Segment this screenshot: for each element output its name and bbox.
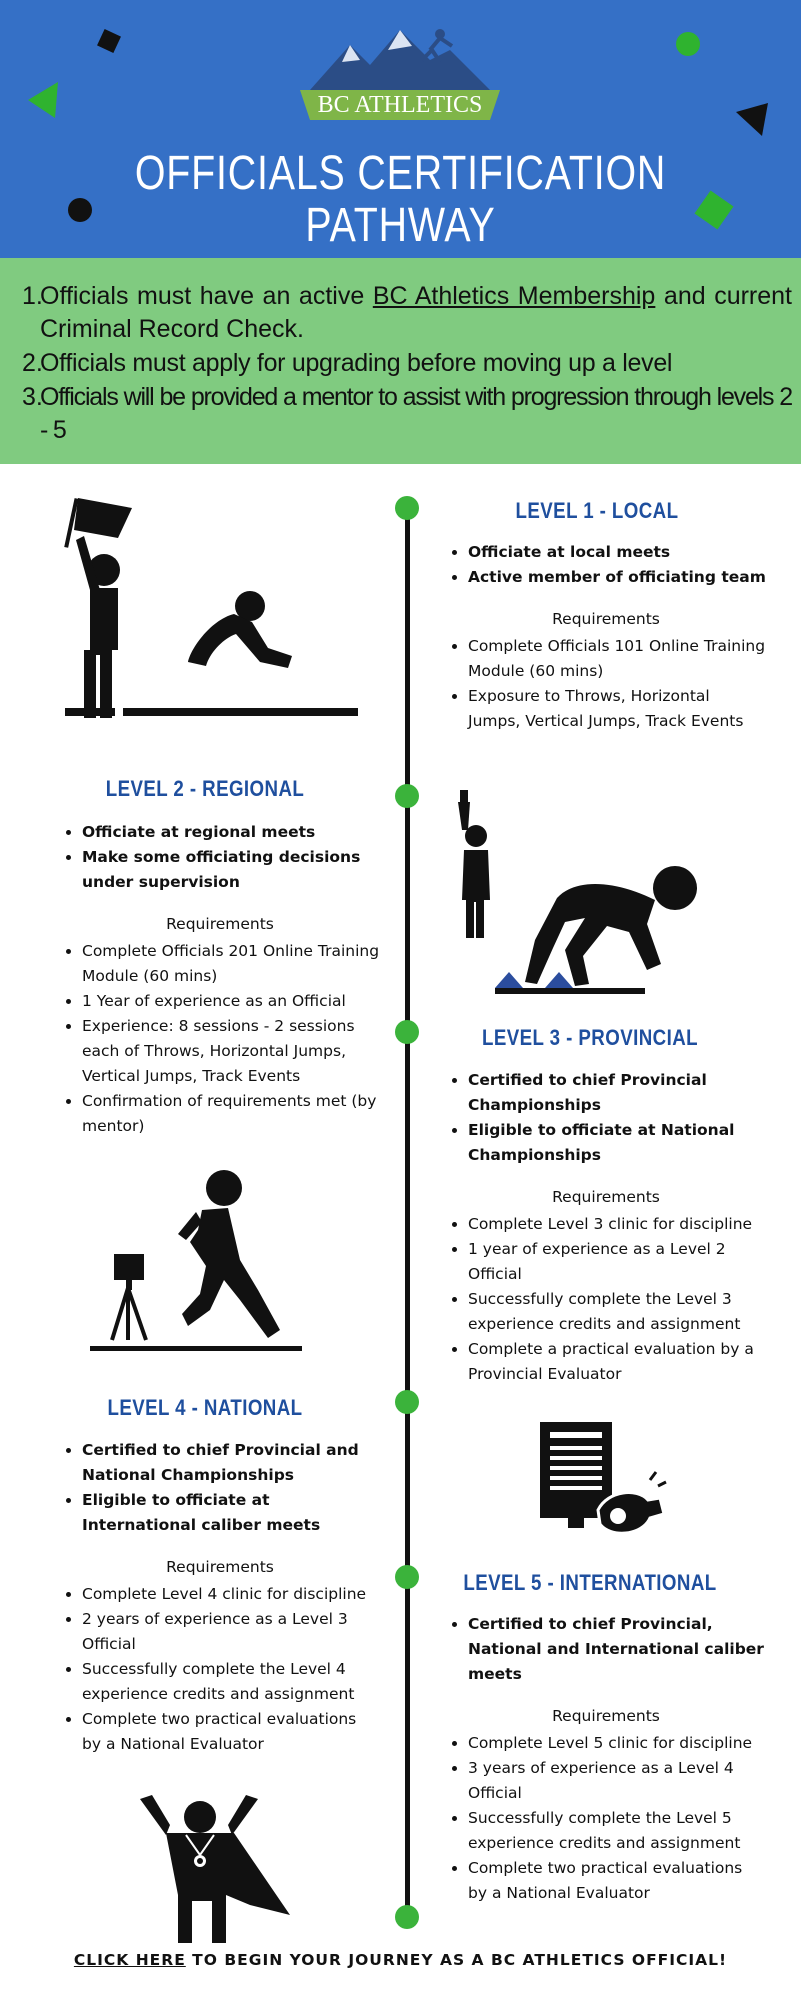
requirement-item: • Confirmation of requirements met (by mentor) [82,1089,380,1139]
level-2-details [60,820,380,1139]
requirements-heading: Requirements [552,610,660,628]
logo-text: BC ATHLETICS [317,92,483,118]
timeline-line [405,508,410,1918]
footer-text: TO BEGIN YOUR JOURNEY AS A BC ATHLETICS OFFICIAL! [185,1951,728,1969]
requirement-item: • Experience: 8 sessions - 2 sessions each of Throws, Horizontal Jumps, Vertical Jumps, Track Events [82,1014,380,1089]
level-2-highlights [60,820,380,895]
requirements-heading: Requirements [552,1707,660,1725]
highlight-item: • Officiate at local meets [468,540,766,565]
requirement-item: • Complete Officials 101 Online Training Module (60 mins) [468,634,766,684]
level-1-title: LEVEL 1 - LOCAL [515,498,679,523]
green-triangle-shape [28,82,58,118]
level-4-details [60,1438,380,1757]
highlight-item: • Eligible to officiate at National Championships [468,1118,766,1168]
header-banner [0,0,801,258]
level-4-title: LEVEL 4 - NATIONAL [107,1395,303,1420]
rule-number: 2. [22,349,43,377]
rule-item [22,381,792,447]
page-title [72,148,729,252]
rule-text-part: Officials must have an active [40,282,373,310]
medalist-cape-icon [130,1795,300,1945]
green-dot-shape [676,32,700,56]
rule-text: Officials will be provided a mentor to assist with progression through levels 2 - 5 [40,383,792,444]
highlight-item: • Certified to chief Provincial Championships [468,1068,766,1118]
level-2-requirements [60,939,380,1139]
rules-list [22,280,792,448]
requirement-item: • Complete two practical evaluations by a National Evaluator [82,1707,380,1757]
requirement-item: • Successfully complete the Level 5 experience credits and assignment [468,1806,766,1856]
page-title-line2: PATHWAY [305,199,496,252]
highlight-item: • Eligible to officiate at International caliber meets [82,1488,380,1538]
timeline-dot-level5 [395,1565,419,1589]
timeline-dot-level3 [395,1020,419,1044]
highlight-item: • Officiate at regional meets [82,820,380,845]
timeline-dot-level1 [395,496,419,520]
requirement-item: • Exposure to Throws, Horizontal Jumps, Vertical Jumps, Track Events [468,684,766,734]
page-title-line1: OFFICIALS CERTIFICATION [134,147,667,200]
level-1-details [446,540,766,734]
highlight-item: • Certified to chief Provincial, National and International caliber meets [468,1612,766,1687]
requirements-heading: Requirements [166,915,274,933]
level-4-highlights [60,1438,380,1538]
requirements-heading: Requirements [166,1558,274,1576]
requirement-item: • 1 Year of experience as an Official [82,989,380,1014]
level-3-details [446,1068,766,1387]
runner-camera-icon [90,1170,310,1360]
requirement-item: • Complete Officials 201 Online Training Module (60 mins) [82,939,380,989]
timeline-dot-level4 [395,1390,419,1414]
requirement-item: • Complete Level 3 clinic for discipline [468,1212,766,1237]
landing-pit-lines [65,705,365,719]
timeline-dot-end [395,1905,419,1929]
long-jumper-icon [180,590,300,690]
rule-text: Officials must apply for upgrading before moving up a level [40,349,673,377]
rule-number: 1. [22,282,43,310]
click-here-link[interactable]: CLICK HERE [73,1951,186,1969]
flag-official-icon [60,490,150,730]
requirements-heading: Requirements [552,1188,660,1206]
rule-number: 3. [22,383,43,411]
requirement-item: • Complete Level 5 clinic for discipline [468,1731,766,1756]
requirement-item: • Complete a practical evaluation by a Provincial Evaluator [468,1337,766,1387]
footer-cta [0,1950,801,1970]
requirement-item: • 1 year of experience as a Level 2 Official [468,1237,766,1287]
rules-panel [0,258,801,464]
rule-item [22,280,792,346]
requirement-item: • Complete Level 4 clinic for discipline [82,1582,380,1607]
level-1-highlights [446,540,766,590]
highlight-item: • Make some officiating decisions under supervision [82,845,380,895]
sprinter-start-icon [495,860,705,1000]
membership-link[interactable]: BC Athletics Membership [372,282,656,310]
scoreboard-whistle-icon [538,1420,668,1540]
rule-text [40,280,792,346]
level-2-title: LEVEL 2 - REGIONAL [105,776,305,801]
level-5-details [446,1612,766,1906]
level-3-requirements [446,1212,766,1387]
requirement-item: • Successfully complete the Level 4 experience credits and assignment [82,1657,380,1707]
level-3-highlights [446,1068,766,1168]
bc-athletics-logo[interactable] [290,20,510,135]
timeline-dot-level2 [395,784,419,808]
level-5-requirements [446,1731,766,1906]
level-5-highlights [446,1612,766,1687]
level-1-requirements [446,634,766,734]
requirement-item: • Complete two practical evaluations by a National Evaluator [468,1856,766,1906]
black-triangle-shape [736,103,768,136]
level-4-requirements [60,1582,380,1757]
highlight-item: • Certified to chief Provincial and National Championships [82,1438,380,1488]
requirement-item: • 2 years of experience as a Level 3 Official [82,1607,380,1657]
rule-item [22,347,792,380]
requirement-item: • 3 years of experience as a Level 4 Official [468,1756,766,1806]
highlight-item: • Active member of officiating team [468,565,766,590]
requirement-item: • Successfully complete the Level 3 experience credits and assignment [468,1287,766,1337]
rule-text-part: and current Criminal Record Check. [40,282,793,343]
level-5-title: LEVEL 5 - INTERNATIONAL [463,1570,717,1595]
level-3-title: LEVEL 3 - PROVINCIAL [482,1025,698,1050]
black-diamond-shape [97,29,121,53]
